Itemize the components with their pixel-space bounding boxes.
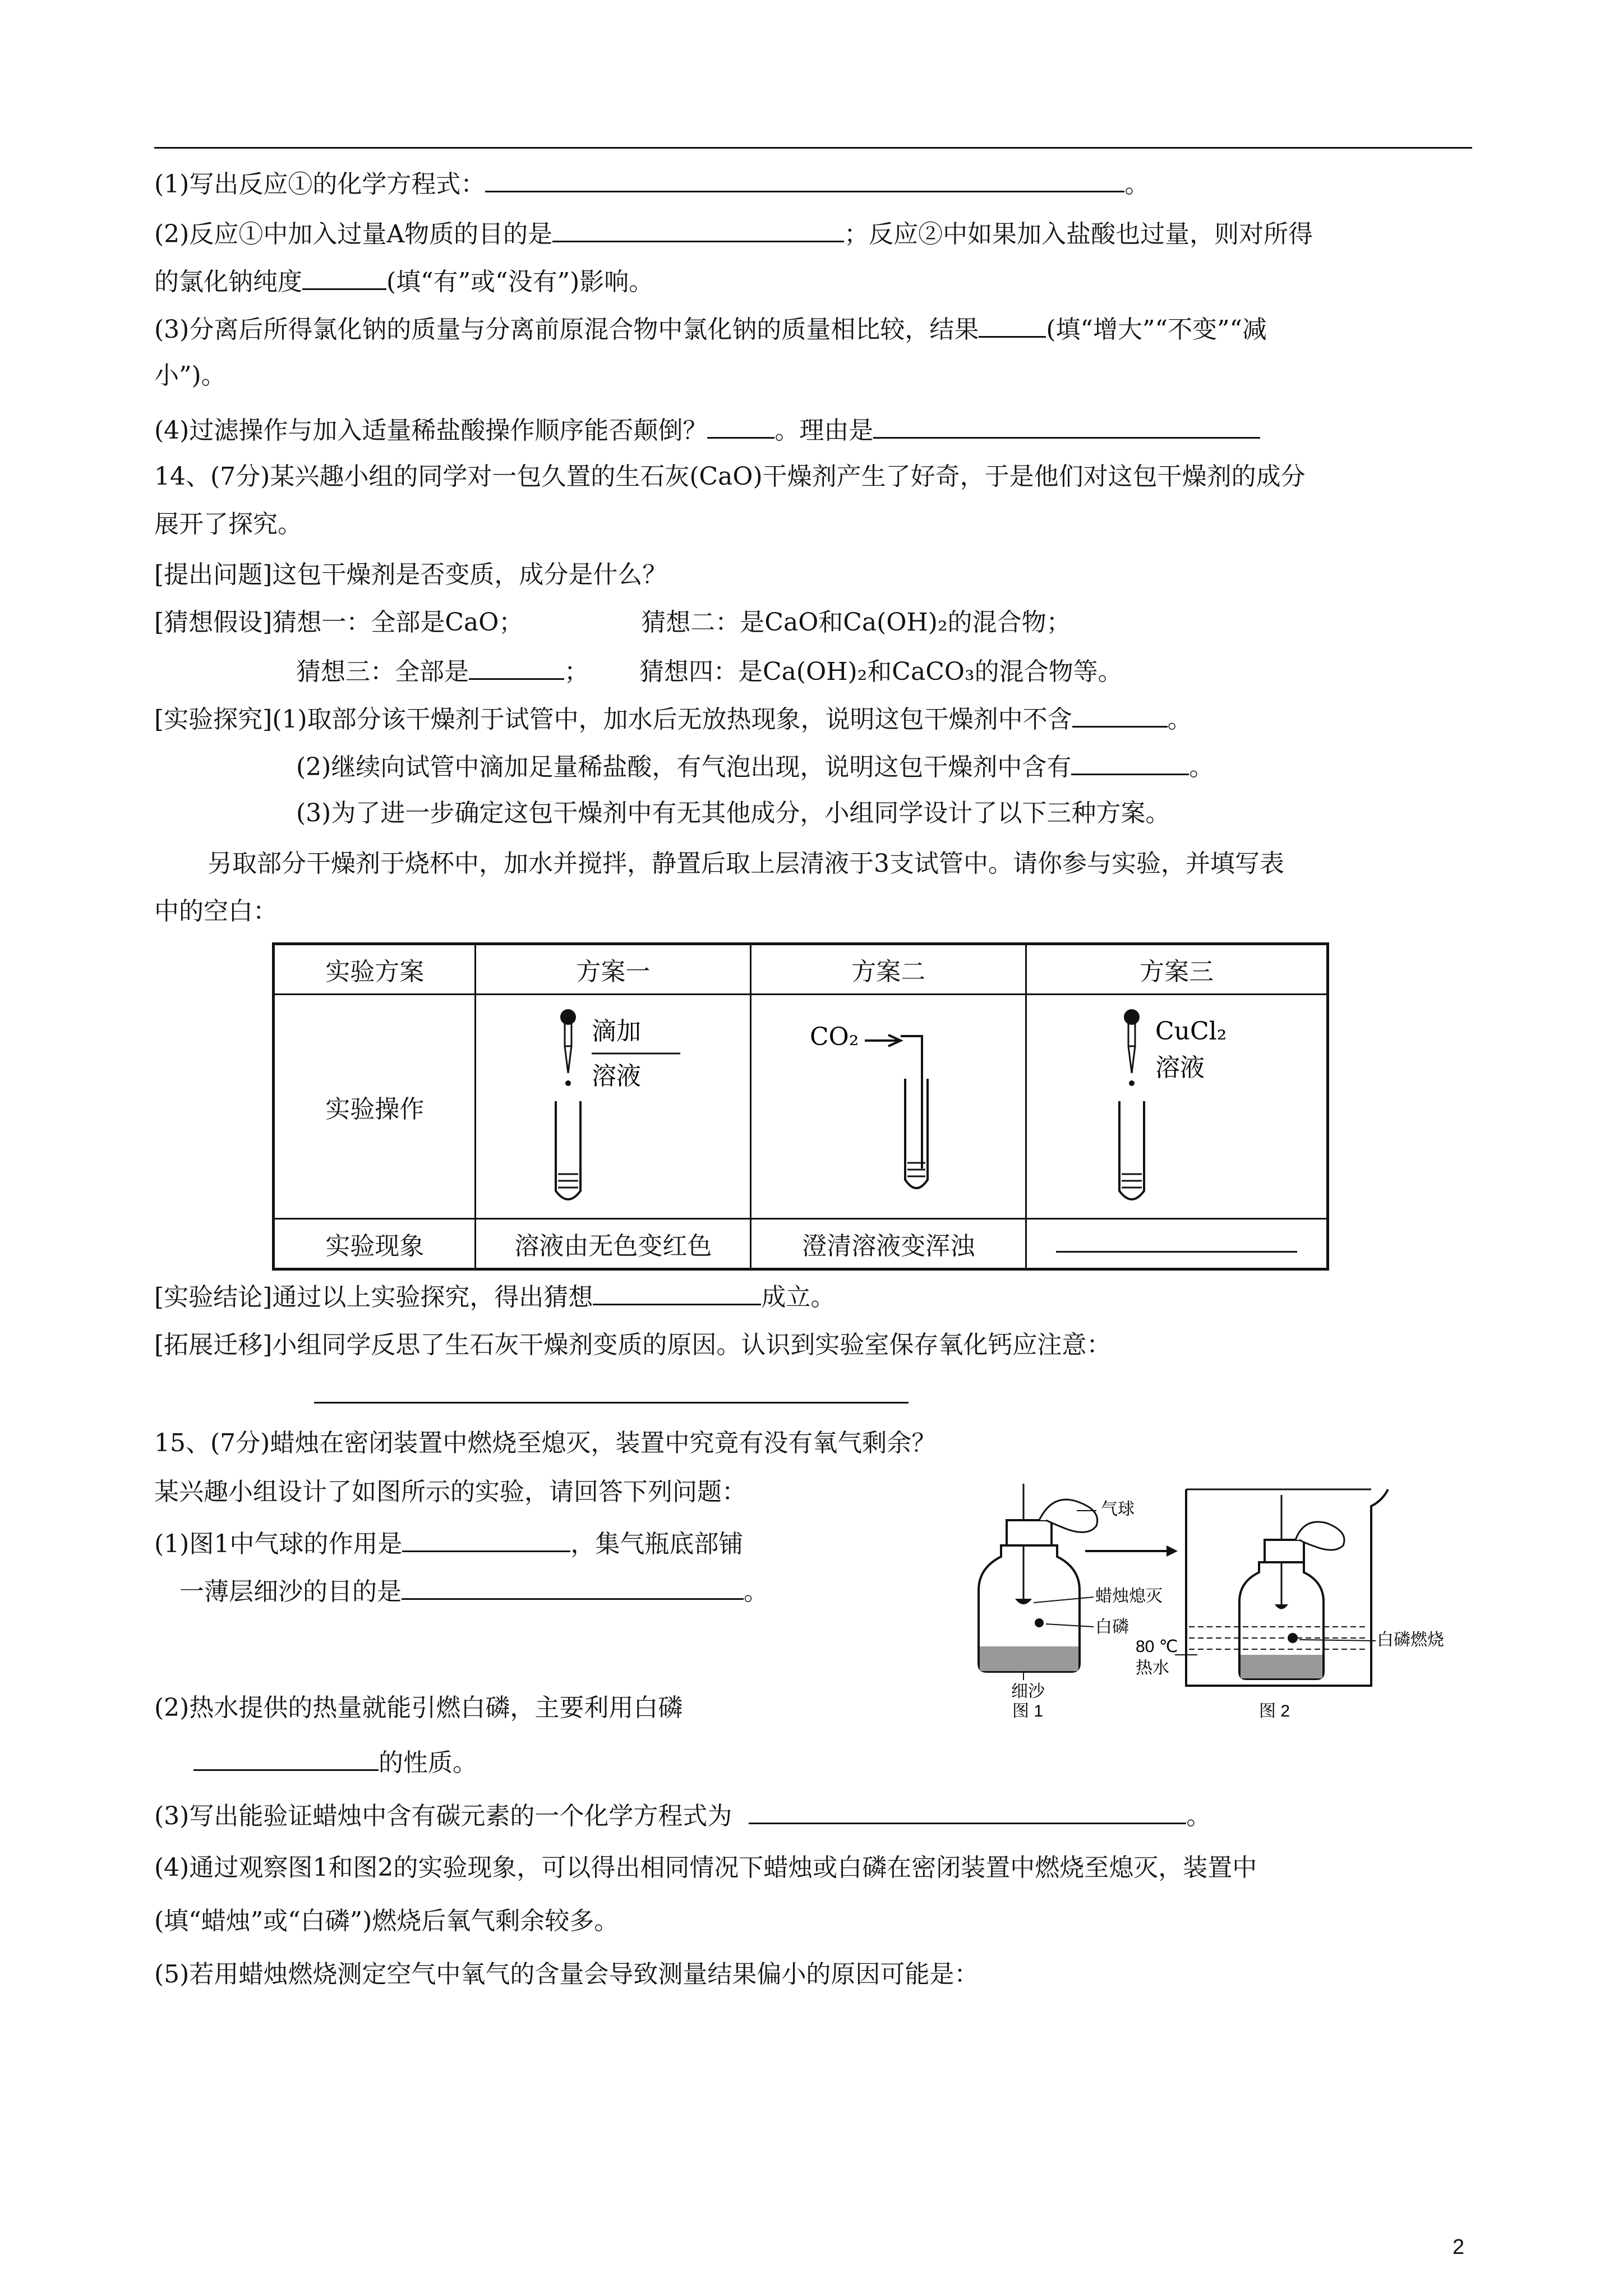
- conclusion-text: [实验结论]通过以上实验探究，得出猜想: [154, 1283, 593, 1312]
- q14-hypotheses-row1: [154, 606, 1071, 639]
- q14-exp1: [154, 701, 1192, 737]
- q15-part1-line2-text: 一薄层细沙的目的是: [179, 1577, 402, 1606]
- figure1-bottle: [979, 1484, 1163, 1719]
- exp2-end: 。: [1189, 753, 1214, 781]
- q13-part2-line2-b: (填“有”或“没有”)影响。: [386, 268, 654, 296]
- figure2-beaker: [1136, 1489, 1444, 1719]
- q13-part1-text: (1)写出反应①的化学方程式：: [154, 170, 486, 199]
- figure1-caption: 图 1: [1012, 1702, 1044, 1719]
- plan2-operation: [751, 995, 1026, 1219]
- q14-intro-line1: 14、(7分)某兴趣小组的同学对一包久置的生石灰(CaO)干燥剂产生了好奇，于是他们对这包干燥剂的成分: [154, 462, 1306, 491]
- q14-extension: [拓展迁移]小组同学反思了生石灰干燥剂变质的原因。认识到实验室保存氧化钙应注意：: [154, 1331, 1112, 1359]
- answer-blank[interactable]: [402, 1573, 744, 1600]
- label-hot-water: 热水: [1136, 1659, 1169, 1677]
- hypothesis-3-end: ；: [564, 657, 589, 686]
- q13-part2-line2: [154, 264, 653, 299]
- q13-part3: [154, 311, 1267, 347]
- q14-intro-line2: 展开了探究。: [154, 510, 302, 539]
- white-phosphorus-icon: [1035, 1618, 1044, 1627]
- answer-blank[interactable]: [552, 216, 844, 242]
- label-sand: 细沙: [1011, 1682, 1045, 1701]
- table-header: 实验方案: [274, 944, 476, 995]
- q13-part2-text: (2)反应①中加入过量A物质的目的是: [154, 220, 553, 249]
- hypothesis-4: 猜想四：是Ca(OH)₂和CaCO₃的混合物等。: [639, 657, 1123, 686]
- q14-question: [提出问题]这包干燥剂是否变质，成分是什么？: [154, 560, 667, 589]
- q15-part2-line2-text: 的性质。: [379, 1749, 477, 1777]
- q15-intro2: 某兴趣小组设计了如图所示的实验，请回答下列问题：: [154, 1478, 746, 1506]
- q15-part1: [154, 1526, 743, 1561]
- answer-blank[interactable]: [593, 1279, 761, 1305]
- q13-part1-end: 。: [1124, 170, 1150, 199]
- table-header: 方案一: [476, 944, 751, 995]
- q15-part5: (5)若用蜡烛燃烧测定空气中氧气的含量会导致测量结果偏小的原因可能是：: [154, 1960, 979, 1989]
- q15-part3: [154, 1798, 1211, 1833]
- op3-label-b: 溶液: [1155, 1053, 1205, 1082]
- op2-label: CO₂: [810, 1022, 859, 1051]
- candle-phosphorus-apparatus-figure: [967, 1484, 1472, 1719]
- q15-part2: (2)热水提供的热量就能引燃白磷，主要利用白磷: [154, 1694, 683, 1722]
- q14-exp2: [296, 749, 1214, 784]
- op1-label-b: 溶液: [592, 1061, 642, 1091]
- header-rule: [154, 147, 1472, 149]
- q13-part2-text-b: ；反应②中如果加入盐酸也过量，则对所得: [844, 220, 1313, 249]
- q13-part4-text: (4)过滤操作与加入适量稀盐酸操作顺序能否颠倒？: [154, 416, 708, 445]
- answer-blank[interactable]: [1056, 1228, 1297, 1253]
- answer-blank[interactable]: [402, 1526, 570, 1552]
- label-water-temp: 80 ℃: [1136, 1637, 1178, 1656]
- table-header: 方案三: [1026, 944, 1328, 995]
- q13-part2: [154, 216, 1313, 251]
- plan1-operation: [476, 995, 751, 1219]
- row-label: 实验操作: [274, 995, 476, 1219]
- dropper-test-tube-icon: [1092, 1000, 1261, 1213]
- plan3-phenomenon: [1026, 1219, 1328, 1269]
- q13-part4-text-b: 。理由是: [774, 416, 874, 445]
- plan1-phenomenon: 溶液由无色变红色: [476, 1219, 751, 1269]
- q13-part3-text: (3)分离后所得氯化钠的质量与分离前原混合物中氯化钠的质量相比较，结果: [154, 315, 979, 344]
- answer-blank[interactable]: [749, 1798, 1186, 1824]
- row-label: 实验现象: [274, 1219, 476, 1269]
- q15-part2-line2: [193, 1745, 477, 1780]
- answer-blank[interactable]: [485, 166, 1124, 192]
- q14-exp3: (3)为了进一步确定这包干燥剂中有无其他成分，小组同学设计了以下三种方案。: [296, 799, 1170, 827]
- q15-intro: 15、(7分)蜡烛在密闭装置中燃烧至熄灭，装置中究竟有没有氧气剩余？: [154, 1429, 937, 1457]
- op3-label-a: CuCl₂: [1155, 1016, 1227, 1046]
- op1-label-a: 滴加: [592, 1016, 642, 1046]
- conclusion-end: 成立。: [761, 1283, 836, 1312]
- label-white-phosphorus: 白磷: [1095, 1618, 1129, 1636]
- table-row-phenomenon: [274, 1219, 1328, 1269]
- table-row-operation: [274, 995, 1328, 1219]
- figure2-caption: 图 2: [1259, 1702, 1290, 1719]
- plan2-phenomenon: 澄清溶液变浑浊: [751, 1219, 1026, 1269]
- answer-blank[interactable]: [314, 1377, 909, 1404]
- answer-blank[interactable]: [1071, 749, 1189, 775]
- table-header: 方案二: [751, 944, 1026, 995]
- hypothesis-1: [猜想假设]猜想一：全部是CaO；: [154, 608, 524, 637]
- q14-extension-blank: [314, 1377, 909, 1412]
- q14-hypotheses-row2: [296, 654, 1123, 689]
- q13-part4: [154, 412, 1260, 448]
- experiment-table: [272, 942, 1329, 1271]
- answer-blank[interactable]: [302, 264, 386, 290]
- hypothesis-2: 猜想二：是CaO和Ca(OH)₂的混合物；: [641, 608, 1071, 637]
- q14-para-line2: 中的空白：: [154, 897, 278, 926]
- q13-part1: [154, 166, 1149, 201]
- burning-phosphorus-icon: [1288, 1633, 1298, 1643]
- label-balloon: 气球: [1101, 1500, 1135, 1519]
- table-header-row: [274, 944, 1328, 995]
- answer-blank[interactable]: [193, 1745, 379, 1771]
- label-candle-out: 蜡烛熄灭: [1095, 1587, 1163, 1605]
- answer-blank[interactable]: [1072, 701, 1168, 728]
- q13-part3-line2: 小”)。: [154, 361, 226, 390]
- gas-test-tube-icon: [804, 1000, 972, 1213]
- exp1-end: 。: [1167, 705, 1192, 734]
- q15-part1-line2-end: 。: [744, 1577, 768, 1606]
- q15-part4-line1: (4)通过观察图1和图2的实验现象，可以得出相同情况下蜡烛或白磷在密闭装置中燃烧至熄灭，装置中: [154, 1853, 1257, 1882]
- q15-part4-line2: (填“蜡烛”或“白磷”)燃烧后氧气剩余较多。: [154, 1907, 619, 1935]
- answer-blank[interactable]: [873, 412, 1260, 439]
- answer-blank[interactable]: [979, 311, 1046, 338]
- answer-blank[interactable]: [707, 412, 774, 439]
- q14-conclusion: [154, 1279, 835, 1314]
- label-phosphorus-burning: 白磷燃烧: [1377, 1631, 1444, 1649]
- hypothesis-3: 猜想三：全部是: [296, 657, 469, 686]
- q15-part1-text-b: ，集气瓶底部铺: [570, 1530, 744, 1558]
- q15-part1-text: (1)图1中气球的作用是: [154, 1530, 403, 1558]
- plan3-operation: [1026, 995, 1328, 1219]
- q15-part3-end: 。: [1186, 1802, 1211, 1830]
- exp1-text: [实验探究](1)取部分该干燥剂于试管中，加水后无放热现象，说明这包干燥剂中不含: [154, 705, 1072, 734]
- q14-para-line1: 另取部分干燥剂于烧杯中，加水并搅拌，静置后取上层清液于3支试管中。请你参与实验，并填写表: [208, 849, 1284, 878]
- page-number: 2: [1453, 2235, 1465, 2259]
- q15-part1-line2: [179, 1573, 768, 1609]
- answer-blank[interactable]: [469, 654, 564, 680]
- q13-part3-text-b: (填“增大”“不变”“减: [1046, 315, 1267, 344]
- q13-part2-line2-a: 的氯化钠纯度: [154, 268, 302, 296]
- dropper-test-tube-icon: [529, 1000, 697, 1213]
- exp2-text: (2)继续向试管中滴加足量稀盐酸，有气泡出现，说明这包干燥剂中含有: [296, 753, 1072, 781]
- q15-part3-text: (3)写出能验证蜡烛中含有碳元素的一个化学方程式为: [154, 1802, 732, 1830]
